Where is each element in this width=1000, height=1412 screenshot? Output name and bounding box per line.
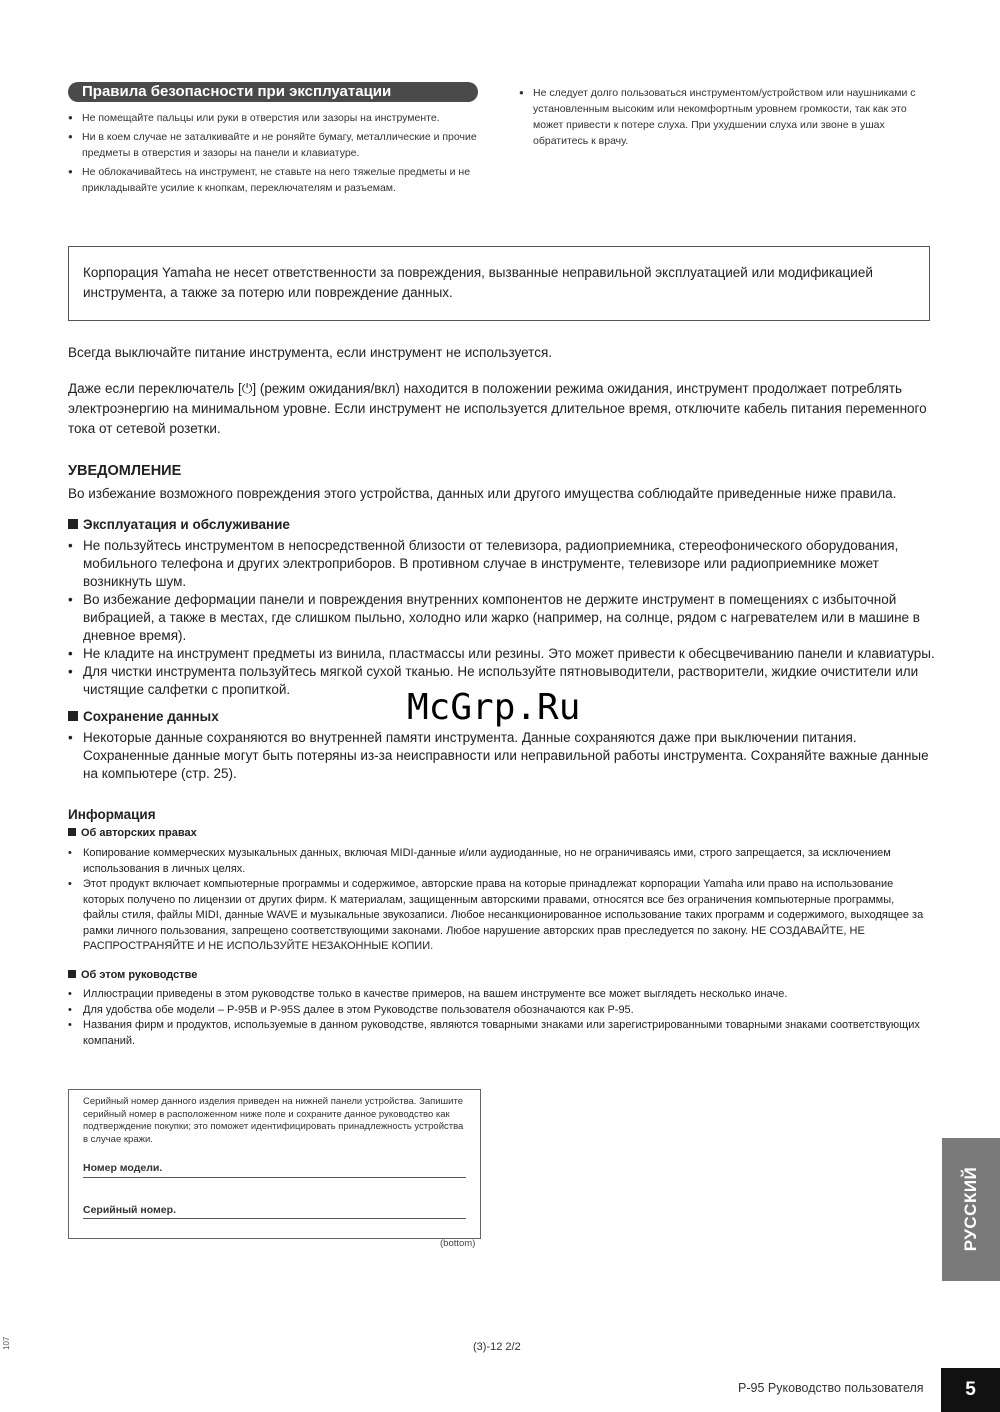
serial-number-box xyxy=(68,1089,481,1239)
manual-list xyxy=(68,987,930,1049)
safety-title: Правила безопасности при эксплуатации xyxy=(68,82,478,102)
model-number-field: Номер модели. xyxy=(83,1162,466,1178)
square-bullet-icon xyxy=(68,828,76,836)
square-bullet-icon xyxy=(68,519,78,529)
list-item: • Некоторые данные сохраняются во внутренней памяти инструмента. Данные сохраняются даже при выключении питания. Сохраненные данные могут быть потеряны из-за неисправности или неправильной работы инструмента. Сохраняйте важные данные на компьютере (стр. 25). xyxy=(68,729,930,783)
footer-title: P-95 Руководство пользователя xyxy=(738,1381,924,1395)
list-item: • Не кладите на инструмент предметы из винила, пластмассы или резины. Это может привести к обесцвечиванию панели и клавиатуры. xyxy=(68,645,938,663)
list-item: ● Ни в коем случае не заталкивайте и не роняйте бумагу, металлические и прочие предметы в отверстия и зазоры на панели и клавиатуре. xyxy=(68,129,483,161)
info-heading: Информация xyxy=(68,807,156,822)
bottom-caption: (bottom) xyxy=(440,1238,476,1249)
square-bullet-icon xyxy=(68,711,78,721)
list-item: ● Не помещайте пальцы или руки в отверстия или зазоры на инструменте. xyxy=(68,110,483,126)
language-tab-label: РУССКИЙ xyxy=(961,1166,980,1252)
list-item: • Не пользуйтесь инструментом в непосредственной близости от телевизора, радиоприемника, стереофонического оборудования, мобильного телефона и других электроприборов. В противном случае в инструменте, телевизоре или радиоприемнике может возникнуть шум. xyxy=(68,537,938,591)
watermark: McGrp.Ru xyxy=(407,687,581,728)
list-item: • Этот продукт включает компьютерные программы и содержимое, авторские права на которые принадлежат корпорации Yamaha или право на использование которых получено по лицензии от других фирм. К материалам, защищенным авторскими правами, относятся все без ограничения компьютерные программы, файлы стиля, файлы MIDI, данные WAVE и музыкальные звукозаписи. Любое несанкционированное использование таких программ и содержимого, выходящее за рамки личного пользования, запрещено соответствующими законами. Любое нарушение авторских прав преследуется по закону. НЕ СОЗДАВАЙТЕ, НЕ РАСПРОСТРАНЯЙТЕ И НЕ ИСПОЛЬЗУЙТЕ НЕЗАКОННЫЕ КОПИИ. xyxy=(68,877,930,955)
standby-note: Даже если переключатель [⏻] (режим ожидания/вкл) находится в положении режима ожидания, инструмент продолжает потреблять электроэнергию на минимальном уровне. Если инструмент не используется длительное время, отключите кабель питания переменного тока от сетевой розетки. xyxy=(68,381,927,436)
list-item: • Копирование коммерческих музыкальных данных, включая MIDI-данные и/или аудиоданные, но не ограничиваясь ими, строго запрещается, за исключением использования в личных целях. xyxy=(68,846,930,877)
manual-heading: Об этом руководстве xyxy=(68,969,197,981)
notice-heading: УВЕДОМЛЕНИЕ xyxy=(68,463,182,479)
vertical-code: 107 xyxy=(2,1336,11,1350)
copyright-heading: Об авторских правах xyxy=(68,827,197,839)
operation-list xyxy=(68,537,938,699)
operation-heading: Эксплуатация и обслуживание xyxy=(68,517,290,532)
page-number: 5 xyxy=(941,1368,1000,1412)
list-item: • Во избежание деформации панели и повреждения внутренних компонентов не держите инструмент в помещениях с избыточной вибрацией, а также в местах, где слишком пыльно, холодно или жарко (например, на солнце, рядом с нагревателем или в машине в дневное время). xyxy=(68,591,938,645)
list-item: • Иллюстрации приведены в этом руководстве только в качестве примеров, на вашем инструменте все может выглядеть несколько иначе. xyxy=(68,987,930,1003)
saving-list xyxy=(68,729,930,783)
list-item: ● Не следует долго пользоваться инструментом/устройством или наушниками с установленным высоким или некомфортным уровнем громкости, так как это может привести к потере слуха. При ухудшении слуха или звоне в ушах обратитесь к врачу. xyxy=(519,85,919,149)
list-item: • Для удобства обе модели – P-95B и P-95S далее в этом Руководстве пользователя обозначаются как P-95. xyxy=(68,1003,930,1019)
notice-intro: Во избежание возможного повреждения этого устройства, данных или другого имущества соблюдайте приведенные ниже правила. xyxy=(68,486,897,501)
list-item: • Для чистки инструмента пользуйтесь мягкой сухой тканью. Не используйте пятновыводители, растворители, жидкие очистители или чистящие салфетки с пропиткой. xyxy=(68,663,938,699)
serial-instructions: Серийный номер данного изделия приведен на нижней панели устройства. Запишите серийный номер в расположенном ниже поле и сохраните данное руководство как подтверждение покупки; это поможет идентифицировать принадлежность устройства в случае кражи. xyxy=(83,1096,464,1145)
list-item: ● Не облокачивайтесь на инструмент, не ставьте на него тяжелые предметы и не прикладывайте усилие к кнопкам, переключателям и разъемам. xyxy=(68,164,483,196)
power-note: Всегда выключайте питание инструмента, если инструмент не используется. xyxy=(68,345,553,360)
list-item: • Названия фирм и продуктов, используемые в данном руководстве, являются товарными знаками или зарегистрированными товарными знаками соответствующих компаний. xyxy=(68,1018,930,1049)
disclaimer-box: Корпорация Yamaha не несет ответственности за повреждения, вызванные неправильной эксплуатацией или модификацией инструмента, а также за потерю или повреждение данных. xyxy=(68,246,930,321)
language-tab xyxy=(942,1138,1000,1281)
saving-heading: Сохранение данных xyxy=(68,709,219,724)
square-bullet-icon xyxy=(68,970,76,978)
safety-right-list xyxy=(519,85,919,152)
footer-code: (3)-12 2/2 xyxy=(473,1341,521,1353)
safety-left-list xyxy=(68,110,483,199)
serial-number-field: Серийный номер. xyxy=(83,1204,466,1220)
copyright-list xyxy=(68,846,930,955)
